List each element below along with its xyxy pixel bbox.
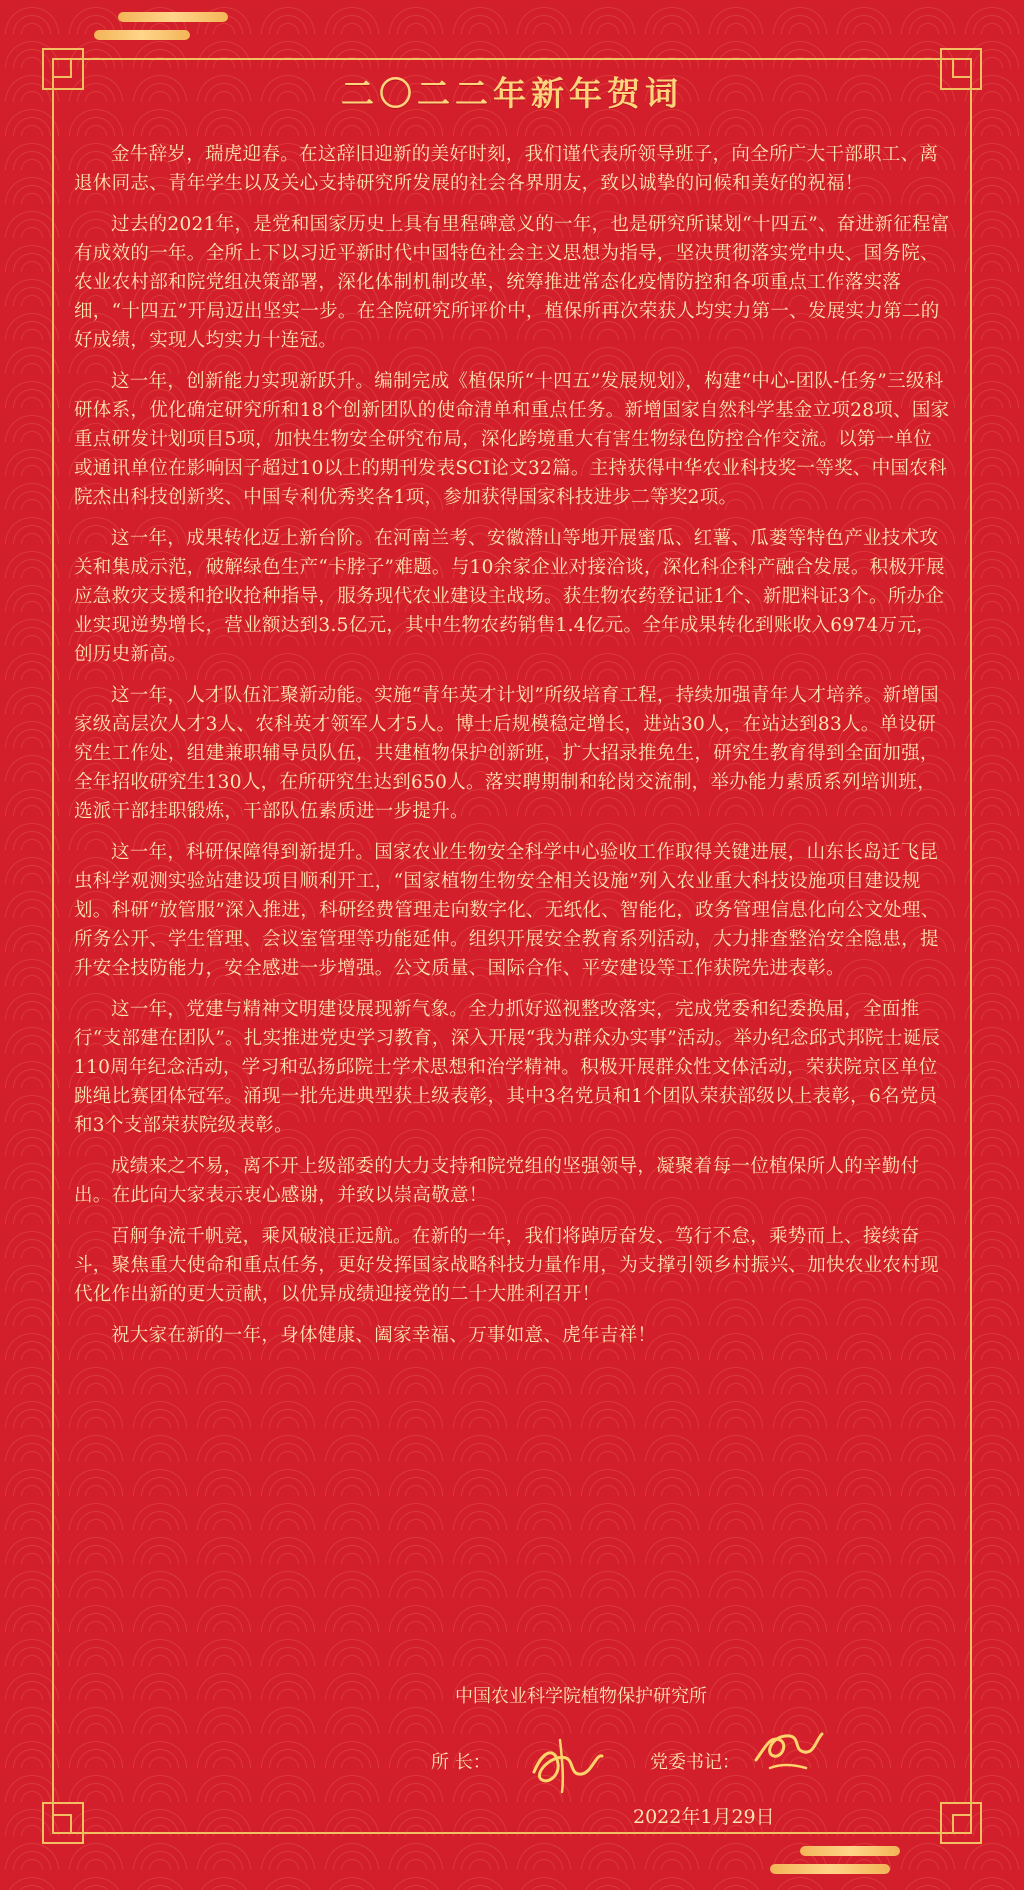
frame-corner-bottom-left (42, 1802, 84, 1844)
paragraph-2: 过去的2021年，是党和国家历史上具有里程碑意义的一年，也是研究所谋划“十四五”、奋进新征程富有成效的一年。全所上下以习近平新时代中国特色社会主义思想为指导，坚决贯彻落实党中央、国务院、农业农村部和院党组决策部署，深化体制机制改革，统筹推进常态化疫情防控和各项重点工作落实落细，“十四五”开局迈出坚实一步。在全院研究所评价中，植保所再次荣获人均实力第一、发展实力第二的好成绩，实现人均实力十连冠。 (74, 214, 950, 351)
top-cloud-decoration-2 (94, 30, 190, 40)
organization-name: 中国农业科学院植物保护研究所 (455, 1686, 707, 1707)
paragraph-10: 祝大家在新的一年，身体健康、阖家幸福、万事如意、虎年吉祥！ (111, 1325, 657, 1346)
letter-body (74, 140, 950, 1362)
top-cloud-decoration (118, 12, 228, 22)
frame-corner-bottom-right (940, 1802, 982, 1844)
party-secretary-label: 党委书记： (650, 1752, 740, 1773)
director-label: 所 长： (431, 1752, 491, 1773)
date-label: 2022年1月29日 (633, 1806, 775, 1828)
paragraph-8: 成绩来之不易，离不开上级部委的大力支持和院党组的坚强领导，凝聚着每一位植保所人的辛勤付出。在此向大家表示衷心感谢，并致以崇高敬意！ (74, 1156, 920, 1206)
paragraph-3: 这一年，创新能力实现新跃升。编制完成《植保所“十四五”发展规划》，构建“中心-团队-任务”三级科研体系，优化确定研究所和18个创新团队的使命清单和重点任务。新增国家自然科学基金立项28项、国家重点研发计划项目5项，加快生物安全研究布局，深化跨境重大有害生物绿色防控合作交流。以第一单位或通讯单位在影响因子超过10以上的期刊发表SCI论文32篇。主持获得中华农业科技奖一等奖、中国农科院杰出科技创新奖、中国专利优秀奖各1项，参加获得国家科技进步二等奖2项。 (74, 371, 950, 508)
director-signature-icon (526, 1730, 610, 1798)
party-secretary-signature-icon (746, 1716, 830, 1784)
bottom-cloud-decoration-2 (770, 1864, 890, 1874)
paragraph-1: 金牛辞岁，瑞虎迎春。在这辞旧迎新的美好时刻，我们谨代表所领导班子，向全所广大干部职工、离退休同志、青年学生以及关心支持研究所发展的社会各界朋友，致以诚挚的问候和美好的祝福！ (74, 144, 939, 194)
paragraph-4: 这一年，成果转化迈上新台阶。在河南兰考、安徽潜山等地开展蜜瓜、红薯、瓜蒌等特色产业技术攻关和集成示范，破解绿色生产“卡脖子”难题。与10余家企业对接洽谈，深化科企科产融合发展。积极开展应急救灾支援和抢收抢种指导，服务现代农业建设主战场。获生物农药登记证1个、新肥料证3个。所办企业实现逆势增长，营业额达到3.5亿元，其中生物农药销售1.4亿元。全年成果转化到账收入6974万元，创历史新高。 (74, 528, 945, 665)
page-title: 二〇二二年新年贺词 (341, 74, 683, 113)
paragraph-9: 百舸争流千帆竞，乘风破浪正远航。在新的一年，我们将踔厉奋发、笃行不怠，乘势而上、接续奋斗，聚焦重大使命和重点任务，更好发挥国家战略科技力量作用，为支撑引领乡村振兴、加快农业农村现代化作出新的更大贡献，以优异成绩迎接党的二十大胜利召开！ (74, 1226, 939, 1305)
paragraph-5: 这一年，人才队伍汇聚新动能。实施“青年英才计划”所级培育工程，持续加强青年人才培养。新增国家级高层次人才3人、农科英才领军人才5人。博士后规模稳定增长，进站30人，在站达到83人。单设研究生工作处，组建兼职辅导员队伍，共建植物保护创新班，扩大招录推免生，研究生教育得到全面加强，全年招收研究生130人，在所研究生达到650人。落实聘期制和轮岗交流制，举办能力素质系列培训班，选派干部挂职锻炼，干部队伍素质进一步提升。 (74, 685, 939, 822)
paragraph-6: 这一年，科研保障得到新提升。国家农业生物安全科学中心验收工作取得关键进展，山东长岛迁飞昆虫科学观测实验站建设项目顺利开工，“国家植物生物安全相关设施”列入农业重大科技设施项目建设规划。科研“放管服”深入推进，科研经费管理走向数字化、无纸化、智能化，政务管理信息化向公文处理、所务公开、学生管理、会议室管理等功能延伸。组织开展安全教育系列活动，大力排查整治安全隐患，提升安全技防能力，安全感进一步增强。公文质量、国际合作、平安建设等工作获院先进表彰。 (74, 842, 940, 979)
paragraph-7: 这一年，党建与精神文明建设展现新气象。全力抓好巡视整改落实，完成党委和纪委换届，全面推行“支部建在团队”。扎实推进党史学习教育，深入开展“我为群众办实事”活动。举办纪念邱式邦院士诞辰110周年纪念活动，学习和弘扬邱院士学术思想和治学精神。积极开展群众性文体活动，荣获院京区单位跳绳比赛团体冠军。涌现一批先进典型获上级表彰，其中3名党员和1个团队荣获部级以上表彰，6名党员和3个支部荣获院级表彰。 (74, 999, 941, 1136)
bottom-cloud-decoration (800, 1846, 900, 1856)
